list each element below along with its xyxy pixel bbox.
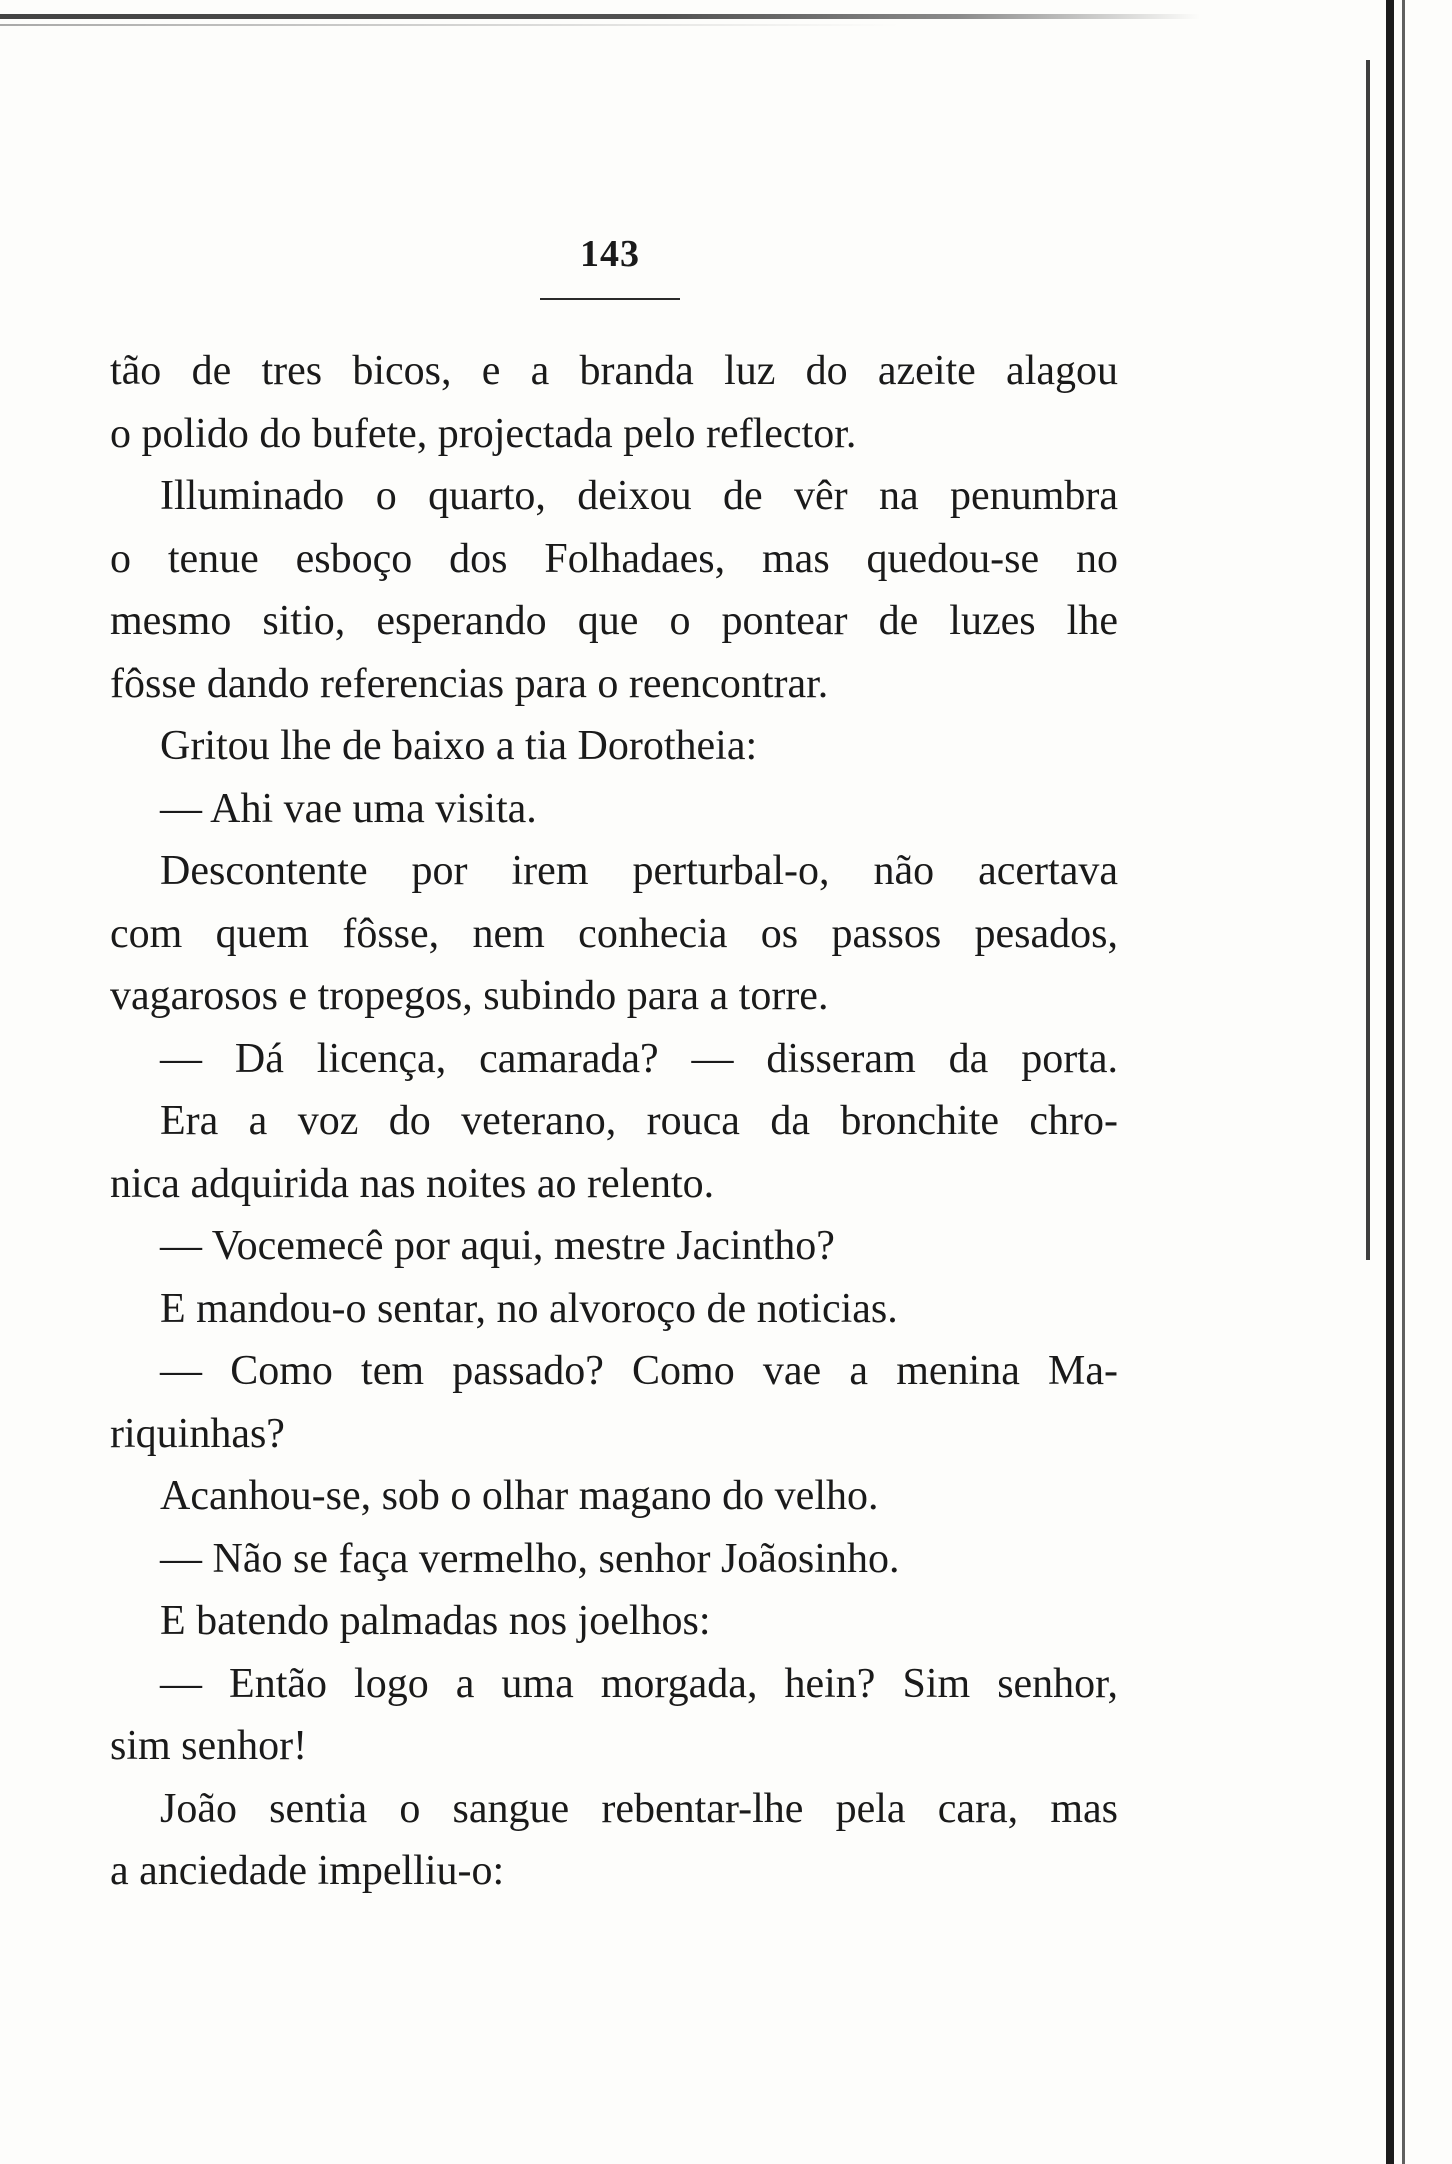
text-line: — Não se faça vermelho, senhor Joãosinho. [160,1535,900,1582]
text-line: sim senhor! [110,1723,308,1769]
top-edge-rule-thin [0,24,900,26]
top-edge-rule [0,14,1200,19]
text-line: — Então logo a uma morgada, hein? Sim senhor, [160,1660,1118,1707]
text-line: vagarosos e tropegos, subindo para a torre. [110,973,829,1019]
text-line: Acanhou-se, sob o olhar magano do velho. [160,1473,879,1519]
text-line: tão de tres bicos, e a branda luz do azeite alagou [110,348,1118,394]
text-line: E batendo palmadas nos joelhos: [160,1598,711,1644]
text-line: fôsse dando referencias para o reencontrar. [110,660,829,707]
text-line: a anciedade impelliu-o: [110,1848,505,1894]
binding-edge-line [1402,0,1405,2164]
text-line: João sentia o sangue rebentar-lhe pela cara, mas [160,1785,1118,1832]
text-line: mesmo sitio, esperando que o pontear de luzes lhe [110,598,1118,644]
text-line: — Vocemecê por aqui, mestre Jacintho? [160,1223,835,1269]
text-line: — Ahi vae uma visita. [160,785,537,832]
body-text [110,340,1118,1903]
text-line: — Dá licença, camarada? — disseram da porta. [160,1035,1118,1082]
page-number-rule [540,298,680,300]
text-line: o tenue esboço dos Folhadaes, mas quedou-se no [110,535,1118,582]
text-line: Illuminado o quarto, deixou de vêr na penumbra [160,473,1118,519]
text-line: Era a voz do veterano, rouca da bronchite chro- [160,1098,1118,1144]
text-line: Gritou lhe de baixo a tia Dorotheia: [160,723,758,769]
page-number: 143 [580,233,640,275]
text-line: com quem fôsse, nem conhecia os passos pesados, [110,910,1118,957]
text-line: Descontente por irem perturbal-o, não acertava [160,848,1118,894]
binding-edge-line [1388,1320,1393,2160]
text-line: — Como tem passado? Como vae a menina Ma- [160,1348,1118,1394]
text-line: E mandou-o sentar, no alvoroço de noticias. [160,1285,898,1332]
text-line: o polido do bufete, projectada pelo reflector. [110,410,857,457]
binding-edge-line [1366,60,1370,1260]
text-line: nica adquirida nas noites ao relento. [110,1160,715,1207]
text-line: riquinhas? [110,1410,285,1457]
